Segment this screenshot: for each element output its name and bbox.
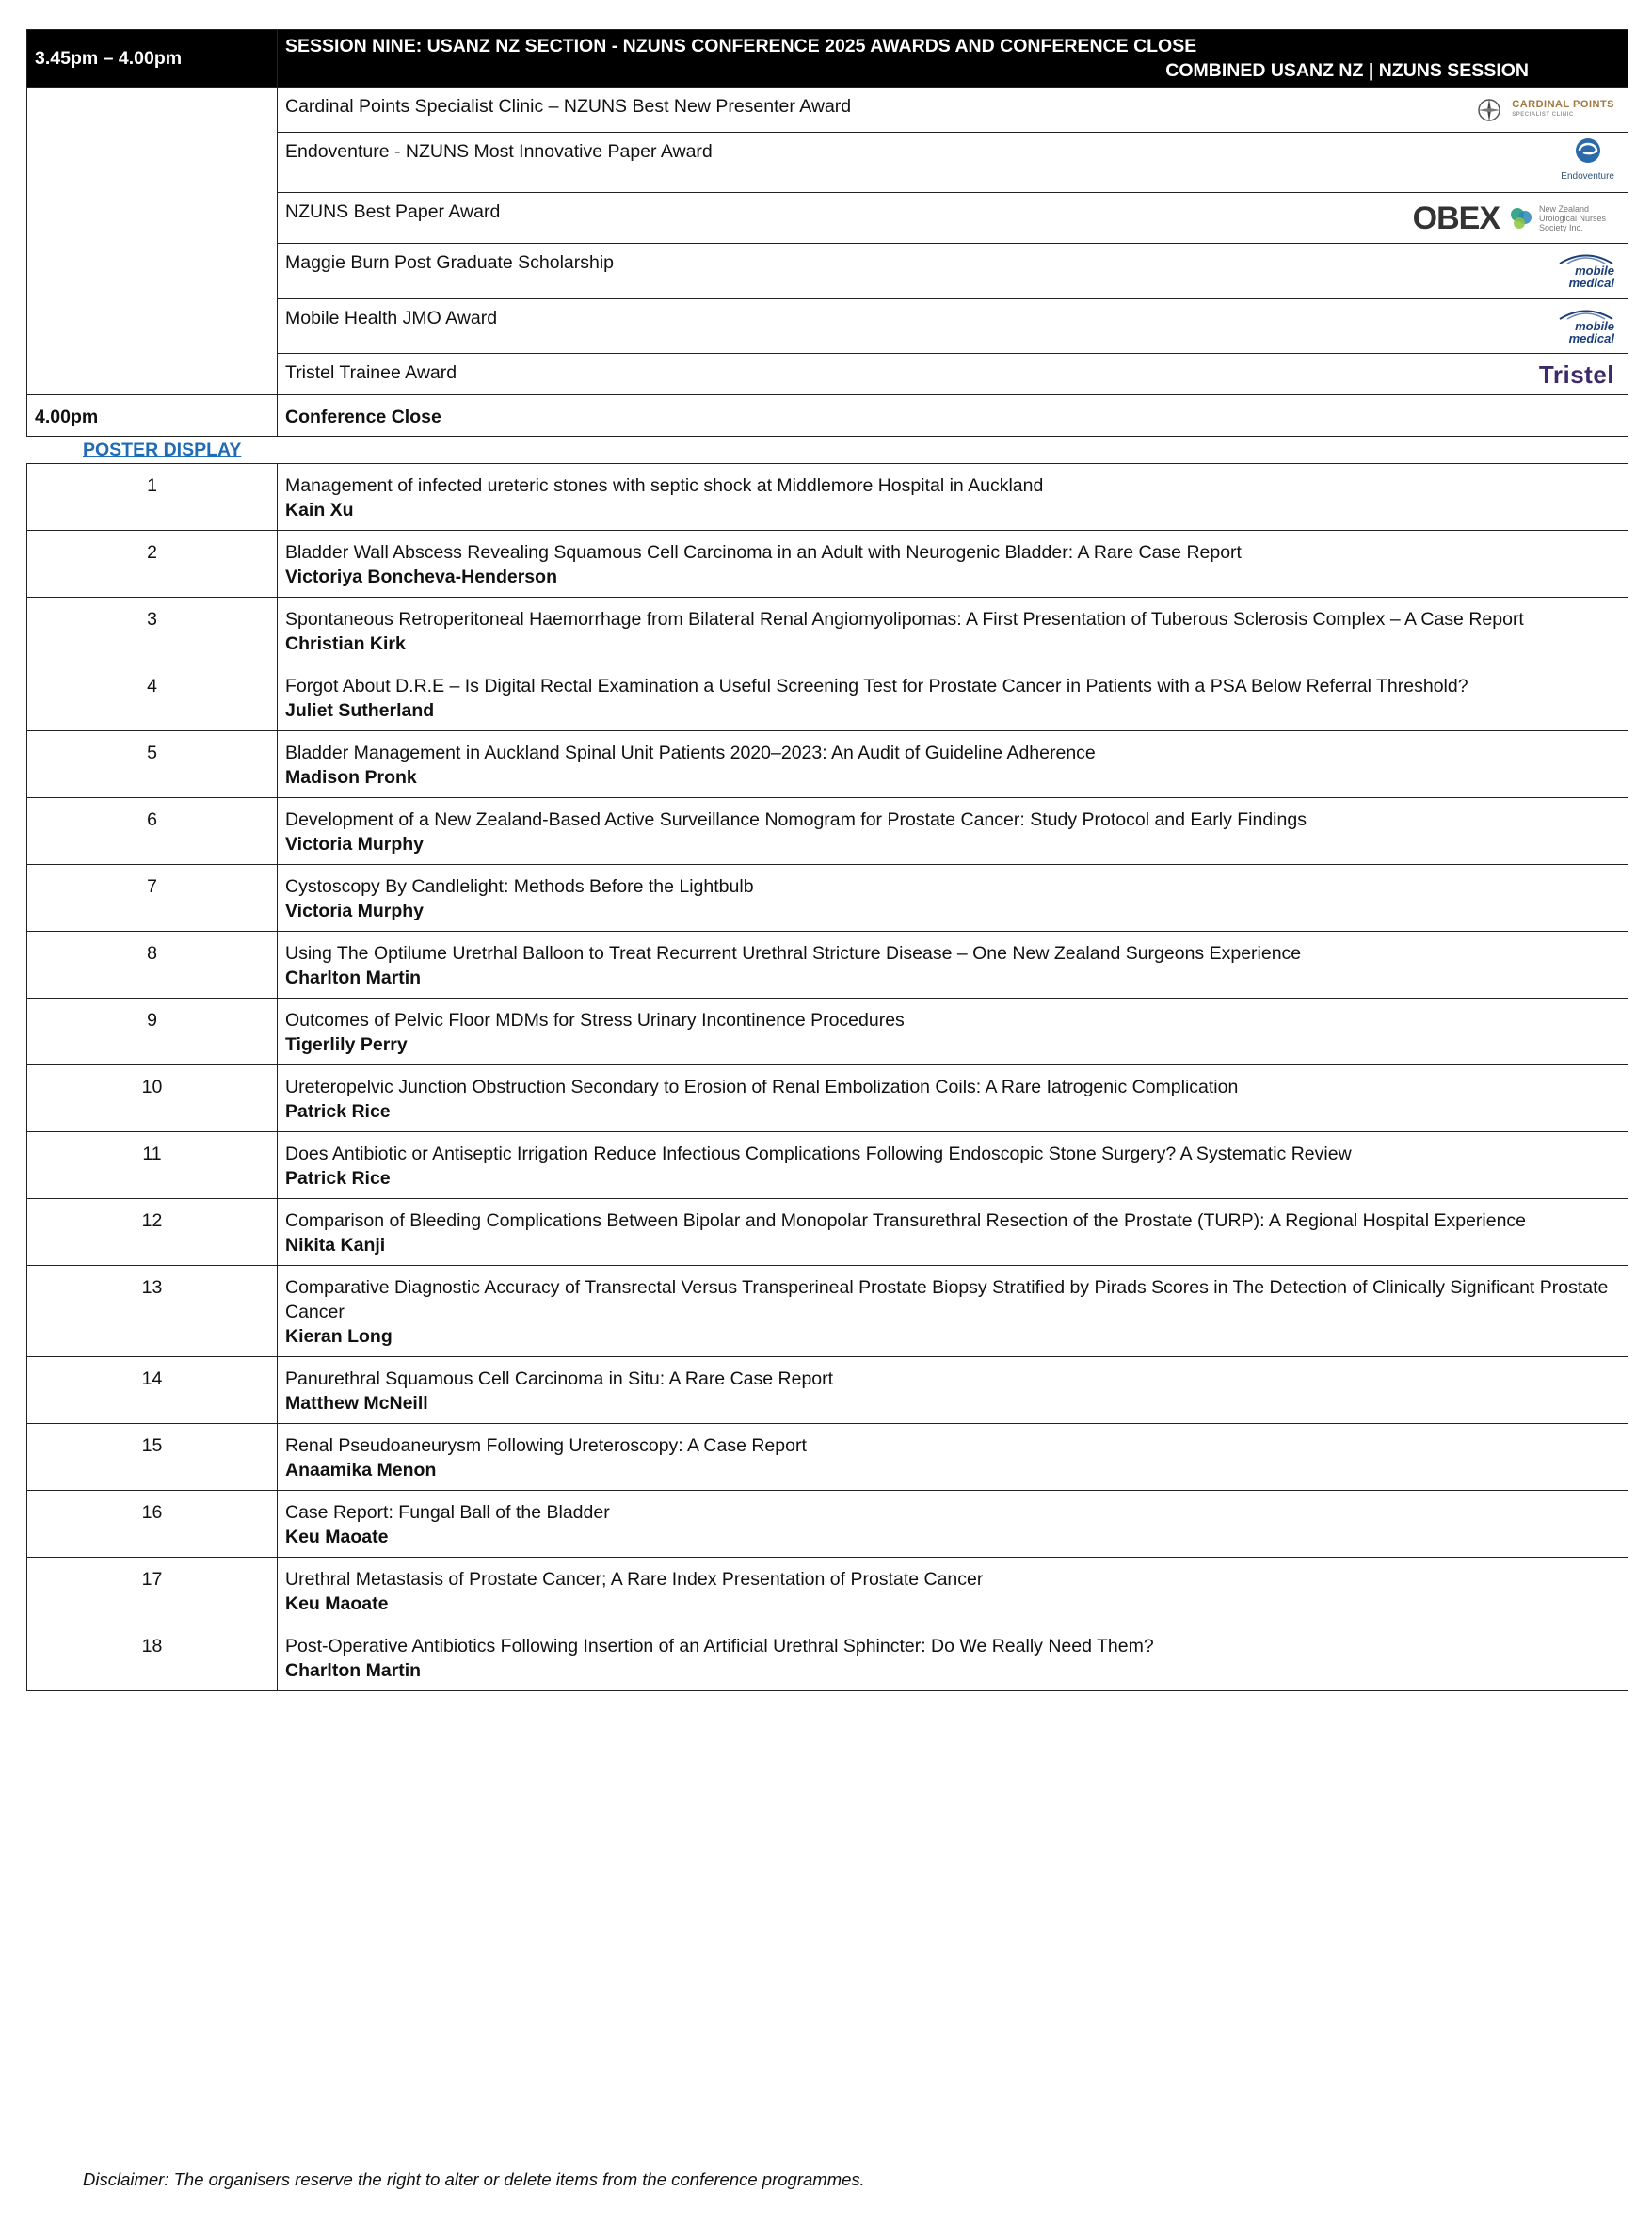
poster-title: Outcomes of Pelvic Floor MDMs for Stress Urinary Incontinence Procedures — [285, 1010, 905, 1031]
poster-title: Urethral Metastasis of Prostate Cancer; A Rare Index Presentation of Prostate Cancer — [285, 1569, 984, 1590]
poster-cell — [278, 464, 1628, 531]
programme-page — [26, 29, 1628, 1691]
poster-cell — [278, 1132, 1628, 1199]
poster-number: 8 — [27, 932, 278, 999]
award-cell — [278, 193, 1628, 244]
poster-author: Victoria Murphy — [285, 901, 425, 921]
poster-author: Charlton Martin — [285, 968, 422, 988]
poster-cell — [278, 1624, 1628, 1691]
poster-title: Development of a New Zealand-Based Active Surveillance Nomogram for Prostate Cancer: Study Protocol and Early Findings — [285, 809, 1307, 830]
obex-nzuns-logo: OBEX New Zealand Urological Nurses Society Inc. — [1412, 200, 1607, 236]
poster-row — [27, 1065, 1628, 1132]
poster-title: Comparison of Bleeding Complications Between Bipolar and Monopolar Transurethral Resection of the Prostate (TURP): A Regional Hospital Experience — [285, 1210, 1527, 1231]
endoventure-logo: Endoventure — [1561, 136, 1614, 189]
poster-author: Patrick Rice — [285, 1168, 391, 1189]
poster-cell — [278, 731, 1628, 798]
poster-number: 3 — [27, 598, 278, 664]
poster-cell — [278, 865, 1628, 932]
poster-row — [27, 1199, 1628, 1266]
poster-row — [27, 1491, 1628, 1558]
poster-number: 7 — [27, 865, 278, 932]
poster-author: Tigerlily Perry — [285, 1034, 408, 1055]
poster-author: Nikita Kanji — [285, 1235, 386, 1256]
poster-title: Spontaneous Retroperitoneal Haemorrhage from Bilateral Renal Angiomyolipomas: A First Presentation of Tuberous Sclerosis Complex – A Case Report — [285, 609, 1524, 630]
poster-number: 12 — [27, 1199, 278, 1266]
poster-title: Panurethral Squamous Cell Carcinoma in Situ: A Rare Case Report — [285, 1368, 834, 1389]
poster-title: Ureteropelvic Junction Obstruction Secondary to Erosion of Renal Embolization Coils: A Rare Iatrogenic Complication — [285, 1077, 1239, 1097]
poster-cell — [278, 999, 1628, 1065]
award-name: NZUNS Best Paper Award — [285, 201, 501, 222]
close-time: 4.00pm — [27, 395, 278, 437]
poster-author: Keu Maoate — [285, 1527, 389, 1547]
poster-author: Juliet Sutherland — [285, 700, 435, 721]
award-cell — [278, 354, 1628, 395]
compass-icon — [1476, 97, 1502, 123]
endoventure-swirl-icon — [1572, 136, 1604, 165]
poster-row — [27, 999, 1628, 1065]
poster-author: Anaamika Menon — [285, 1460, 437, 1480]
poster-row — [27, 865, 1628, 932]
award-row — [27, 88, 1628, 133]
poster-table — [26, 463, 1628, 1691]
mobile-medical-logo: mobile medical — [1558, 309, 1614, 344]
cardinal-points-wordmark: CARDINAL POINTS SPECIALIST CLINIC — [1512, 98, 1614, 118]
award-cell — [278, 88, 1628, 133]
session-time: 3.45pm – 4.00pm — [27, 30, 278, 88]
award-time-blank-cell — [27, 88, 278, 395]
award-cell — [278, 299, 1628, 354]
tristel-logo — [1539, 362, 1614, 387]
poster-number: 18 — [27, 1624, 278, 1691]
poster-title: Using The Optilume Uretrhal Balloon to Treat Recurrent Urethral Stricture Disease – One New Zealand Surgeons Experience — [285, 943, 1302, 964]
poster-title: Case Report: Fungal Ball of the Bladder — [285, 1502, 610, 1523]
poster-author: Patrick Rice — [285, 1101, 391, 1122]
tristel-wordmark: Tristel — [1538, 360, 1614, 389]
conference-close-row — [27, 395, 1628, 437]
poster-number: 10 — [27, 1065, 278, 1132]
poster-number: 15 — [27, 1424, 278, 1491]
poster-title: Bladder Wall Abscess Revealing Squamous Cell Carcinoma in an Adult with Neurogenic Bladder: A Rare Case Report — [285, 542, 1242, 563]
poster-cell — [278, 1065, 1628, 1132]
poster-row — [27, 664, 1628, 731]
session-combined-label: COMBINED USANZ NZ | NZUNS SESSION — [1165, 60, 1529, 81]
poster-row — [27, 1624, 1628, 1691]
poster-row — [27, 1132, 1628, 1199]
poster-title: Management of infected ureteric stones with septic shock at Middlemore Hospital in Auckland — [285, 475, 1044, 496]
poster-cell — [278, 798, 1628, 865]
poster-number: 14 — [27, 1357, 278, 1424]
poster-author: Keu Maoate — [285, 1593, 389, 1614]
poster-author: Kieran Long — [285, 1326, 393, 1347]
poster-cell — [278, 531, 1628, 598]
poster-author: Matthew McNeill — [285, 1393, 428, 1414]
poster-title: Renal Pseudoaneurysm Following Ureteroscopy: A Case Report — [285, 1435, 807, 1456]
close-label: Conference Close — [278, 395, 1628, 437]
poster-cell — [278, 1199, 1628, 1266]
poster-cell — [278, 1424, 1628, 1491]
poster-author: Victoriya Boncheva-Henderson — [285, 567, 557, 587]
poster-cell — [278, 1266, 1628, 1357]
award-name: Maggie Burn Post Graduate Scholarship — [285, 252, 615, 273]
poster-title: Comparative Diagnostic Accuracy of Transrectal Versus Transperineal Prostate Biopsy Stratified by Pirads Scores in The Detection of Clinically Significant Prostate Cancer — [285, 1277, 1609, 1322]
poster-row — [27, 932, 1628, 999]
award-name: Mobile Health JMO Award — [285, 308, 498, 328]
poster-author: Christian Kirk — [285, 633, 406, 654]
poster-number: 6 — [27, 798, 278, 865]
poster-title: Forgot About D.R.E – Is Digital Rectal Examination a Useful Screening Test for Prostate Cancer in Patients with a PSA Below Referral Threshold? — [285, 676, 1468, 696]
award-cell — [278, 133, 1628, 193]
poster-number: 17 — [27, 1558, 278, 1624]
poster-row — [27, 598, 1628, 664]
poster-author: Madison Pronk — [285, 767, 417, 788]
obex-wordmark: OBEX — [1412, 200, 1500, 236]
session-title-cell — [278, 30, 1628, 88]
poster-display-link[interactable]: POSTER DISPLAY — [83, 440, 242, 460]
poster-cell — [278, 1491, 1628, 1558]
poster-row — [27, 464, 1628, 531]
cardinal-points-logo — [1476, 97, 1614, 123]
nzuns-leaf-icon — [1509, 206, 1533, 231]
session-header-row — [27, 30, 1628, 88]
poster-list — [27, 464, 1628, 1691]
session-title: SESSION NINE: USANZ NZ SECTION - NZUNS CONFERENCE 2025 AWARDS AND CONFERENCE CLOSE — [285, 36, 1197, 56]
poster-row — [27, 1424, 1628, 1491]
poster-number: 2 — [27, 531, 278, 598]
poster-row — [27, 731, 1628, 798]
poster-number: 4 — [27, 664, 278, 731]
poster-cell — [278, 664, 1628, 731]
poster-title: Bladder Management in Auckland Spinal Unit Patients 2020–2023: An Audit of Guideline Adherence — [285, 743, 1096, 763]
poster-author: Charlton Martin — [285, 1660, 422, 1681]
mobile-medical-logo: mobile medical — [1558, 253, 1614, 289]
poster-author: Kain Xu — [285, 500, 354, 520]
disclaimer: Disclaimer: The organisers reserve the right to alter or delete items from the conference programmes. — [83, 2169, 865, 2189]
poster-number: 5 — [27, 731, 278, 798]
poster-title: Does Antibiotic or Antiseptic Irrigation Reduce Infectious Complications Following Endoscopic Stone Surgery? A Systematic Review — [285, 1144, 1352, 1164]
award-name: Cardinal Points Specialist Clinic – NZUNS Best New Presenter Award — [285, 96, 852, 117]
poster-row — [27, 1558, 1628, 1624]
poster-title: Cystoscopy By Candlelight: Methods Before the Lightbulb — [285, 876, 754, 897]
poster-cell — [278, 1558, 1628, 1624]
session-table — [26, 29, 1628, 437]
poster-cell — [278, 598, 1628, 664]
award-cell — [278, 244, 1628, 299]
poster-number: 1 — [27, 464, 278, 531]
poster-cell — [278, 932, 1628, 999]
poster-row — [27, 1357, 1628, 1424]
poster-number: 11 — [27, 1132, 278, 1199]
poster-row — [27, 1266, 1628, 1357]
poster-number: 9 — [27, 999, 278, 1065]
poster-row — [27, 531, 1628, 598]
poster-cell — [278, 1357, 1628, 1424]
poster-number: 16 — [27, 1491, 278, 1558]
award-name: Tristel Trainee Award — [285, 362, 457, 383]
poster-row — [27, 798, 1628, 865]
award-name: Endoventure - NZUNS Most Innovative Paper Award — [285, 141, 713, 162]
poster-author: Victoria Murphy — [285, 834, 425, 855]
poster-title: Post-Operative Antibiotics Following Insertion of an Artificial Urethral Sphincter: Do We Really Need Them? — [285, 1636, 1154, 1656]
poster-number: 13 — [27, 1266, 278, 1357]
